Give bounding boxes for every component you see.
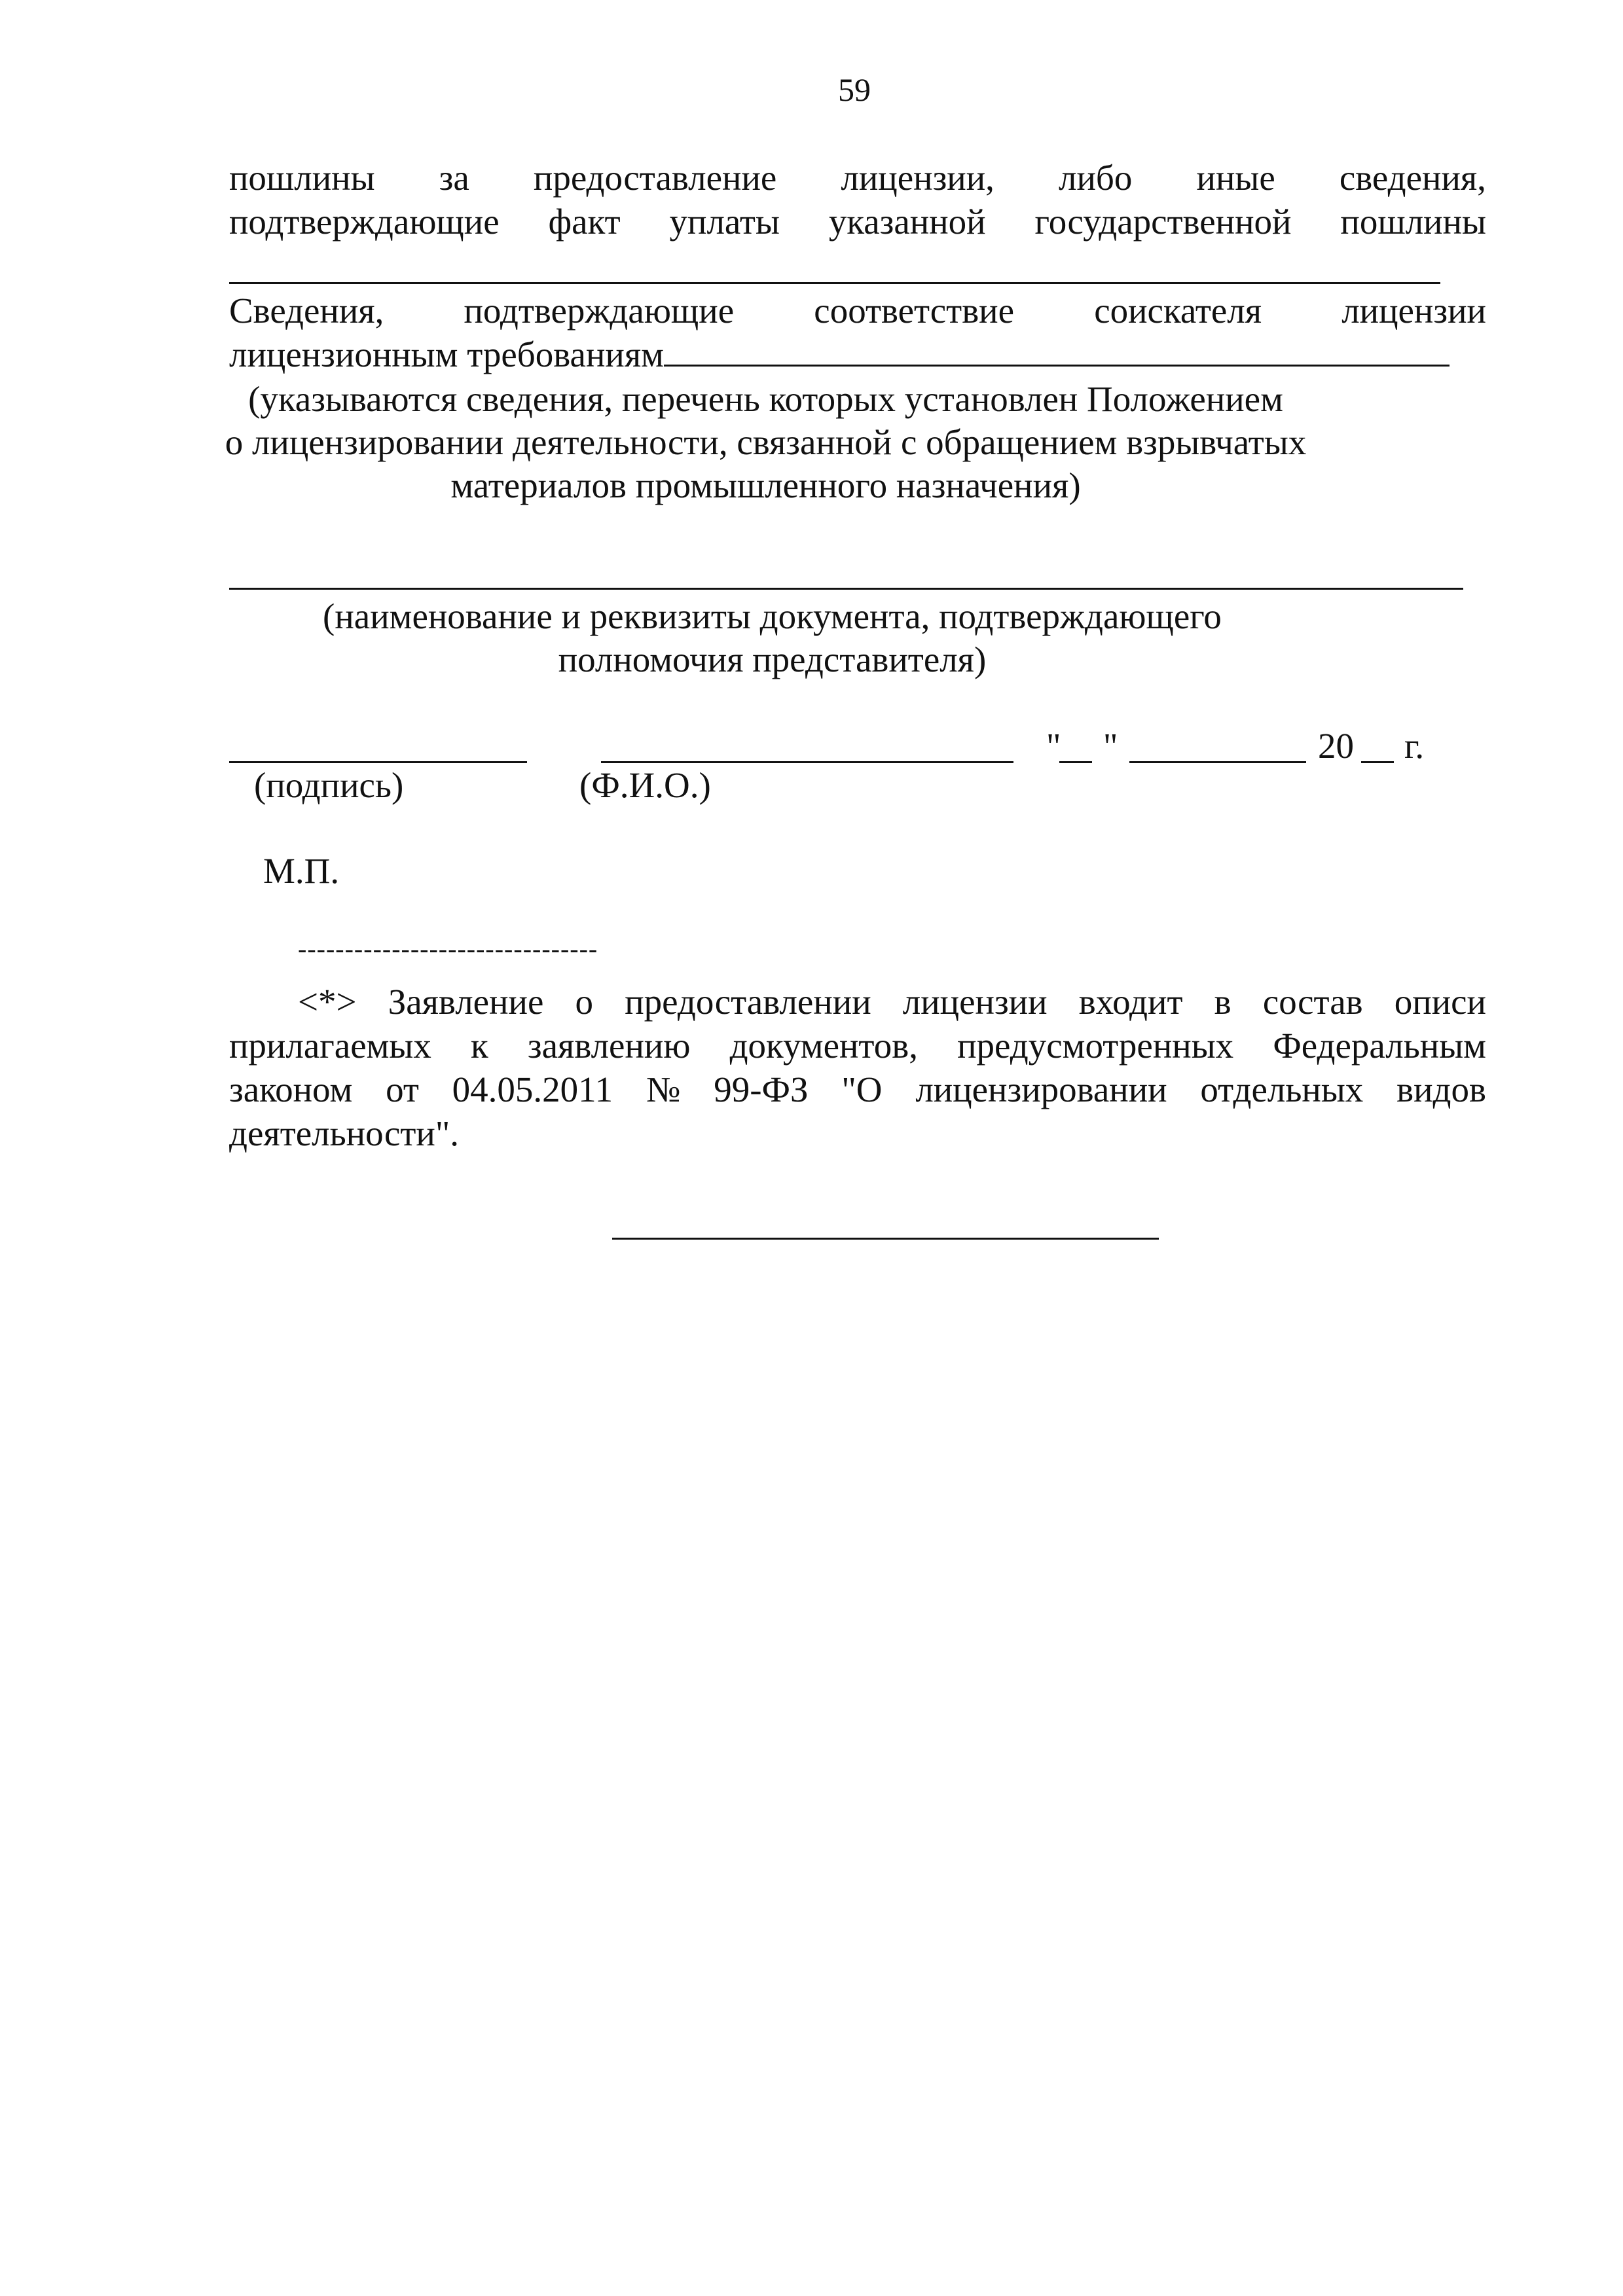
compliance-label: лицензионным требованиям <box>229 334 664 374</box>
word: Заявление <box>388 982 544 1022</box>
word: за <box>439 158 469 198</box>
representative-caption-line-2: полномочия представителя) <box>558 639 987 679</box>
compliance-note-line-2: о лицензировании деятельности, связанной с обращением взрывчатых <box>225 422 1307 462</box>
word: подтверждающие <box>229 202 500 242</box>
word: сведения, <box>1339 158 1486 198</box>
representative-blank-line <box>229 588 1463 590</box>
stamp-label: М.П. <box>263 851 340 891</box>
compliance-line-1 <box>229 293 1486 329</box>
word: описи <box>1394 982 1486 1022</box>
representative-caption-line-1: (наименование и реквизиты документа, подтверждающего <box>323 596 1222 636</box>
compliance-line-2 <box>229 336 1450 372</box>
signature-blank-line <box>229 761 527 763</box>
word: предоставление <box>533 158 777 198</box>
word: документов, <box>729 1026 918 1066</box>
word: государственной <box>1034 202 1292 242</box>
word: иные <box>1196 158 1275 198</box>
word: лицензии <box>902 982 1048 1022</box>
word: прилагаемых <box>229 1026 431 1066</box>
word: Сведения, <box>229 291 384 331</box>
payment-blank-line <box>229 282 1440 284</box>
footnote-separator: -------------------------------- <box>298 934 598 963</box>
word: факт <box>548 202 621 242</box>
name-caption: (Ф.И.О.) <box>579 765 711 805</box>
word: <*> <box>298 982 357 1022</box>
payment-line-2 <box>229 204 1486 240</box>
word: лицензировании <box>915 1069 1167 1109</box>
date-month-blank <box>1129 761 1306 763</box>
footnote-line-4: деятельности". <box>229 1113 460 1153</box>
word: законом <box>229 1069 353 1109</box>
compliance-blank-field <box>664 365 1450 367</box>
date-year-blank <box>1361 761 1394 763</box>
word: № <box>646 1069 681 1109</box>
closing-rule <box>612 1238 1159 1240</box>
date-year-prefix: 20 <box>1318 726 1354 766</box>
word: пошлины <box>1340 202 1486 242</box>
word: указанной <box>828 202 986 242</box>
word: отдельных <box>1200 1069 1364 1109</box>
word: лицензии, <box>841 158 994 198</box>
compliance-note-line-1: (указываются сведения, перечень которых установлен Положением <box>248 379 1283 419</box>
page-number: 59 <box>838 71 871 108</box>
compliance-note-line-3: материалов промышленного назначения) <box>450 465 1081 505</box>
payment-line-1 <box>229 160 1486 196</box>
date-year-suffix: г. <box>1404 726 1425 766</box>
word: в <box>1214 982 1231 1022</box>
word: "О <box>841 1069 883 1109</box>
footnote-line-3 <box>229 1071 1486 1107</box>
word: либо <box>1059 158 1133 198</box>
word: от <box>386 1069 419 1109</box>
word: состав <box>1262 982 1363 1022</box>
word: соискателя <box>1094 291 1262 331</box>
name-blank-line <box>601 761 1013 763</box>
word: лицензии <box>1341 291 1486 331</box>
word: предусмотренных <box>957 1026 1234 1066</box>
word: предоставлении <box>625 982 871 1022</box>
word: 99-ФЗ <box>714 1069 809 1109</box>
word: видов <box>1396 1069 1486 1109</box>
word: 04.05.2011 <box>452 1069 613 1109</box>
date-day-blank <box>1059 761 1092 763</box>
date-quote-open: " <box>1046 726 1061 766</box>
word: соответствие <box>814 291 1015 331</box>
signature-caption: (подпись) <box>254 765 404 805</box>
footnote-line-2 <box>229 1028 1486 1064</box>
date-quote-close: " <box>1103 726 1118 766</box>
word: уплаты <box>669 202 780 242</box>
word: подтверждающие <box>464 291 735 331</box>
footnote-line-1 <box>298 984 1486 1020</box>
word: Федеральным <box>1273 1026 1486 1066</box>
word: пошлины <box>229 158 375 198</box>
word: входит <box>1078 982 1183 1022</box>
word: к <box>471 1026 488 1066</box>
word: заявлению <box>527 1026 691 1066</box>
word: о <box>575 982 594 1022</box>
